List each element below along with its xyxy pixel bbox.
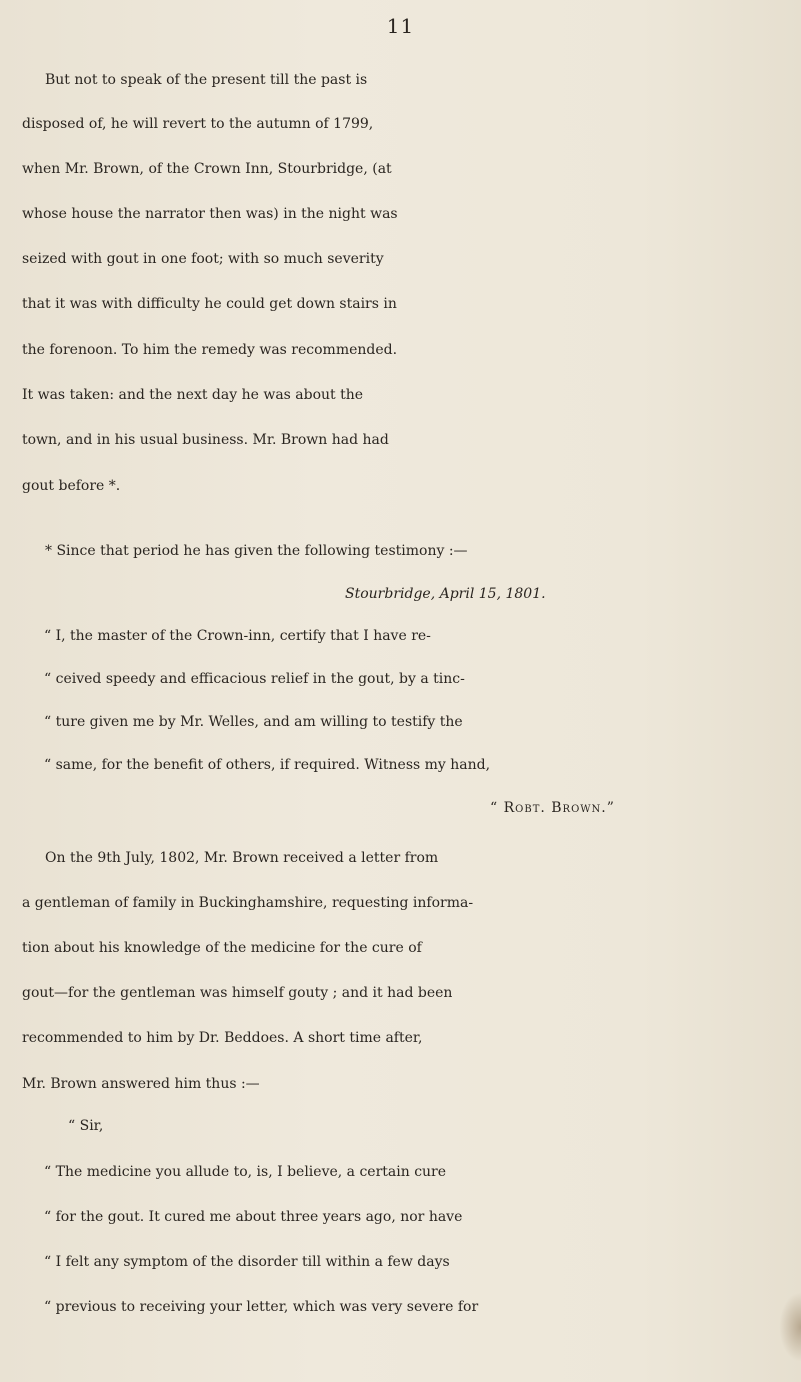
paragraph-1-line-4: whose house the narrator then was) in the night was: [22, 206, 398, 222]
letter-line-2: “ for the gout. It cured me about three years ago, nor have: [44, 1209, 463, 1225]
paragraph-1-line-6: that it was with difficulty he could get down stairs in: [22, 296, 397, 312]
paragraph-1-line-3: when Mr. Brown, of the Crown Inn, Stourbridge, (at: [22, 161, 392, 177]
footnote-line-4: “ same, for the benefit of others, if required. Witness my hand,: [44, 757, 491, 773]
footnote-intro: * Since that period he has given the following testimony :—: [45, 543, 468, 559]
footnote-signature: “ Robt. Brown.”: [490, 800, 615, 816]
footnote-line-2: “ ceived speedy and efficacious relief in the gout, by a tinc-: [44, 671, 465, 687]
paragraph-2-line-6: Mr. Brown answered him thus :—: [22, 1076, 260, 1092]
paragraph-2-line-2: a gentleman of family in Buckinghamshire, requesting informa-: [22, 895, 474, 911]
letter-salutation: “ Sir,: [68, 1118, 104, 1134]
paragraph-1-line-10: gout before *.: [22, 478, 121, 494]
paragraph-2-line-4: gout—for the gentleman was himself gouty ; and it had been: [22, 985, 453, 1001]
letter-line-1: “ The medicine you allude to, is, I believe, a certain cure: [44, 1164, 447, 1180]
footnote-line-1: “ I, the master of the Crown-inn, certify that I have re-: [44, 628, 431, 644]
page-number: 11: [386, 14, 415, 38]
page-edge-stain: [779, 1292, 801, 1362]
paragraph-1-line-1: But not to speak of the present till the past is: [45, 72, 368, 88]
footnote-line-3: “ ture given me by Mr. Welles, and am willing to testify the: [44, 714, 463, 730]
paragraph-1-line-7: the forenoon. To him the remedy was recommended.: [22, 342, 398, 358]
paragraph-1-line-9: town, and in his usual business. Mr. Brown had had: [22, 432, 389, 448]
paragraph-2-line-3: tion about his knowledge of the medicine for the cure of: [22, 940, 422, 956]
footnote-dateline: Stourbridge, April 15, 1801.: [345, 586, 546, 602]
letter-line-4: “ previous to receiving your letter, which was very severe for: [44, 1299, 479, 1315]
paragraph-2-line-5: recommended to him by Dr. Beddoes. A short time after,: [22, 1030, 423, 1046]
paragraph-1-line-8: It was taken: and the next day he was about the: [22, 387, 364, 403]
paragraph-1-line-2: disposed of, he will revert to the autumn of 1799,: [22, 116, 374, 132]
letter-line-3: “ I felt any symptom of the disorder till within a few days: [44, 1254, 450, 1270]
paragraph-1-line-5: seized with gout in one foot; with so much severity: [22, 251, 384, 267]
paragraph-2-line-1: On the 9th July, 1802, Mr. Brown received a letter from: [45, 850, 439, 866]
